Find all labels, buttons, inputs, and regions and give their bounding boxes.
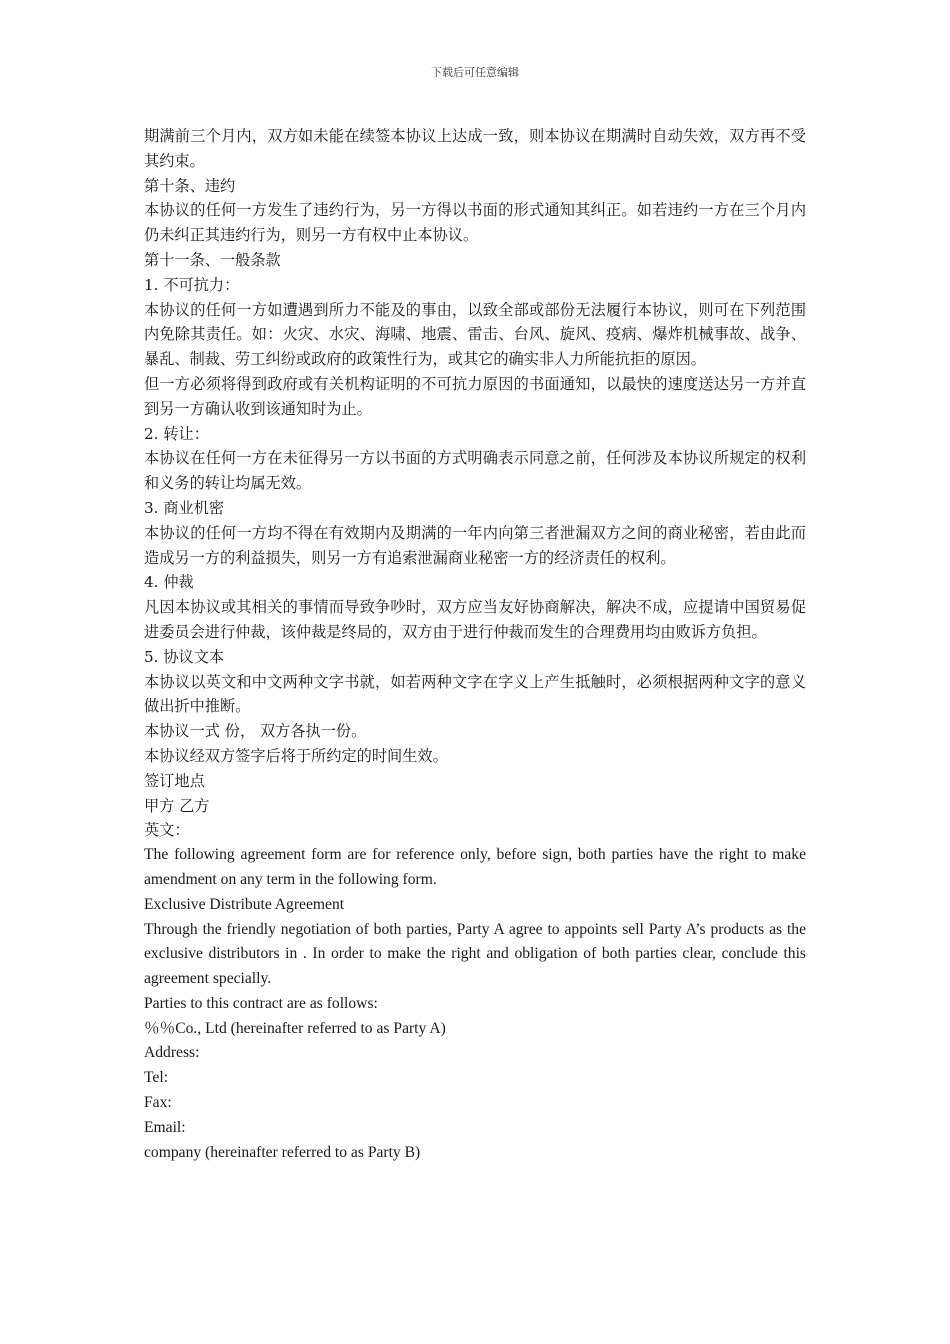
clause-heading-assignment: 2. 转让： — [144, 424, 209, 443]
party-b-name: company (hereinafter referred to as Party B) — [144, 1143, 421, 1161]
page-header: 下载后可任意编辑 — [431, 66, 519, 79]
clause-heading-confidentiality: 3. 商业机密 — [144, 498, 225, 517]
paragraph-breach: 本协议的任何一方发生了违约行为，另一方得以书面的形式通知其纠正。如若违约一方在三个月内仍未纠正其违约行为，则另一方有权中止本协议。 — [144, 201, 806, 245]
section-heading-general-terms: 第十一条、一般条款 — [144, 250, 281, 269]
clause-heading-force-majeure: 1. 不可抗力： — [144, 275, 240, 294]
english-preamble: Through the friendly negotiation of both parties, Party A agree to appoints sell Party A’s products as the exclusive distributors in . In order to make the right and obligation of both parties clear, conclude this agreement specially. — [144, 920, 806, 988]
clause-heading-agreement-text: 5. 协议文本 — [144, 647, 225, 666]
parties-label: 甲方 乙方 — [144, 796, 210, 815]
signing-place-label: 签订地点 — [144, 771, 205, 790]
email-label: Email: — [144, 1118, 186, 1136]
section-heading-breach: 第十条、违约 — [144, 176, 236, 195]
paragraph-arbitration: 凡因本协议或其相关的事情而导致争吵时，双方应当友好协商解决，解决不成，应提请中国贸易促进委员会进行仲裁，该仲裁是终局的，双方由于进行仲裁而发生的合理费用均由败诉方负担。 — [144, 598, 806, 641]
fax-label: Fax: — [144, 1094, 172, 1112]
english-intro: The following agreement form are for reference only, before sign, both parties have the right to make amendment on any term in the following form. — [144, 846, 806, 888]
address-label: Address: — [144, 1044, 200, 1062]
paragraph-languages: 本协议以英文和中文两种文字书就，如若两种文字在字义上产生抵触时，必须根据两种文字的意义做出折中推断。 — [144, 672, 806, 716]
english-parties-heading: Parties to this contract are as follows: — [144, 994, 378, 1012]
paragraph-force-majeure-notice: 但一方必须将得到政府或有关机构证明的不可抗力原因的书面通知，以最快的速度送达另一方并直到另一方确认收到该通知时为止。 — [144, 374, 806, 418]
paragraph-confidentiality: 本协议的任何一方均不得在有效期内及期满的一年内向第三者泄漏双方之间的商业秘密，若由此而造成另一方的利益损失，则另一方有追索泄漏商业秘密一方的经济责任的权利。 — [144, 523, 806, 567]
english-title: Exclusive Distribute Agreement — [144, 895, 345, 913]
paragraph-assignment: 本协议在任何一方在未征得另一方以书面的方式明确表示同意之前，任何涉及本协议所规定的权利和义务的转让均属无效。 — [144, 449, 806, 493]
english-section-label: 英文： — [144, 821, 190, 840]
paragraph-term-expiry: 期满前三个月内，双方如未能在续签本协议上达成一致，则本协议在期满时自动失效，双方再不受其约束。 — [144, 127, 806, 170]
paragraph-force-majeure: 本协议的任何一方如遭遇到所力不能及的事由，以致全部或部份无法履行本协议，则可在下列范围内免除其责任。如：火灾、水灾、海啸、地震、雷击、台风、旋风、疫病、爆炸机械事故、战争、暴乱、制裁、劳工纠纷或政府的政策性行为，或其它的确实非人力所能抗拒的原因。 — [144, 300, 806, 369]
tel-label: Tel: — [144, 1069, 169, 1087]
document-body — [144, 124, 806, 1165]
clause-heading-arbitration: 4. 仲裁 — [144, 573, 194, 592]
paragraph-copies: 本协议一式 份， 双方各执一份。 — [144, 722, 367, 741]
party-a-name: ％％Co., Ltd (hereinafter referred to as Party A) — [144, 1019, 446, 1037]
paragraph-effective: 本协议经双方签字后将于所约定的时间生效。 — [144, 746, 448, 765]
